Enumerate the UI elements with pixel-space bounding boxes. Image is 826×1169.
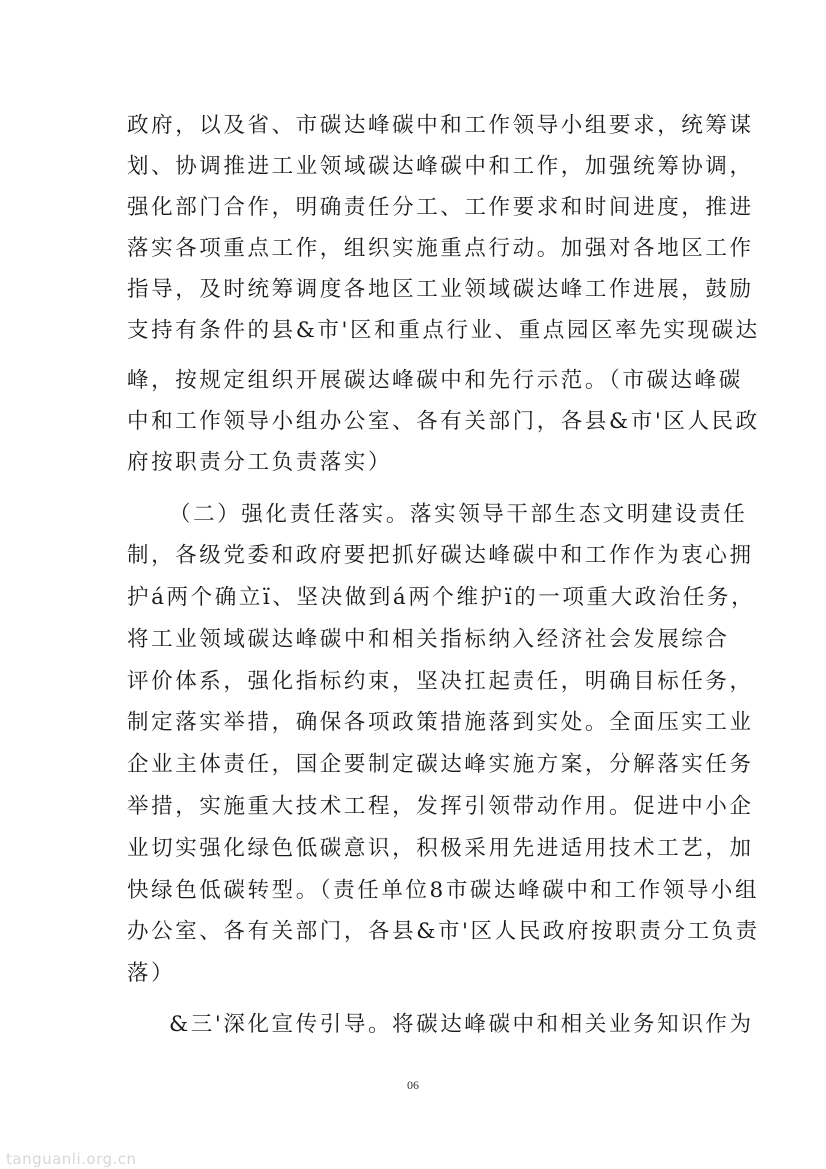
- text-line: 中和工作领导小组办公室、各有关部门，各县&市'区人民政: [127, 409, 760, 434]
- paragraph-heading-3: &三'深化宣传引导。将碳达峰碳中和相关业务知识作为: [169, 1012, 754, 1037]
- text-line: 落）: [127, 961, 176, 986]
- text-line: 办公室、各有关部门，各县&市'区人民政府按职责分工负责: [127, 919, 760, 944]
- text-line: 政府，以及省、市碳达峰碳中和工作领导小组要求，统筹谋: [127, 113, 754, 138]
- text-line: 快绿色低碳转型。（责任单位8市碳达峰碳中和工作领导小组: [127, 878, 760, 903]
- text-line: 强化部门合作，明确责任分工、工作要求和时间进度，推进: [127, 195, 754, 220]
- text-line: 企业主体责任，国企要制定碳达峰实施方案，分解落实任务: [127, 752, 754, 777]
- text-line: 峰，按规定组织开展碳达峰碳中和先行示范。（市碳达峰碳: [127, 368, 743, 393]
- text-line: 划、协调推进工业领域碳达峰碳中和工作，加强统筹协调，: [127, 154, 754, 179]
- text-line: 评价体系，强化指标约束，坚决扛起责任，明确目标任务，: [127, 669, 754, 694]
- text-line: 举措，实施重大技术工程，发挥引领带动作用。促进中小企: [127, 794, 754, 819]
- text-line: 制，各级党委和政府要把抓好碳达峰碳中和工作作为衷心拥: [127, 543, 754, 568]
- watermark: tanguanli.org.cn: [6, 1150, 137, 1168]
- text-line: 将工业领域碳达峰碳中和相关指标纳入经济社会发展综合: [127, 627, 730, 652]
- text-line: 护á两个确立ï、坚决做到á两个维护ï的一项重大政治任务，: [127, 585, 756, 610]
- paragraph-heading-2: （二）强化责任落实。落实领导干部生态文明建设责任: [169, 502, 748, 527]
- text-line: 落实各项重点工作，组织实施重点行动。加强对各地区工作: [127, 236, 754, 261]
- text-line: 府按职责分工负责落实）: [127, 450, 393, 475]
- text-line: 业切实强化绿色低碳意识，积极采用先进适用技术工艺，加: [127, 836, 754, 861]
- text-line: 支持有条件的县&市'区和重点行业、重点园区率先实现碳达: [127, 318, 760, 343]
- text-line: 指导，及时统筹调度各地区工业领域碳达峰工作进展，鼓励: [127, 277, 754, 302]
- page-number: 06: [407, 1078, 419, 1092]
- text-line: 制定落实举措，确保各项政策措施落到实处。全面压实工业: [127, 710, 754, 735]
